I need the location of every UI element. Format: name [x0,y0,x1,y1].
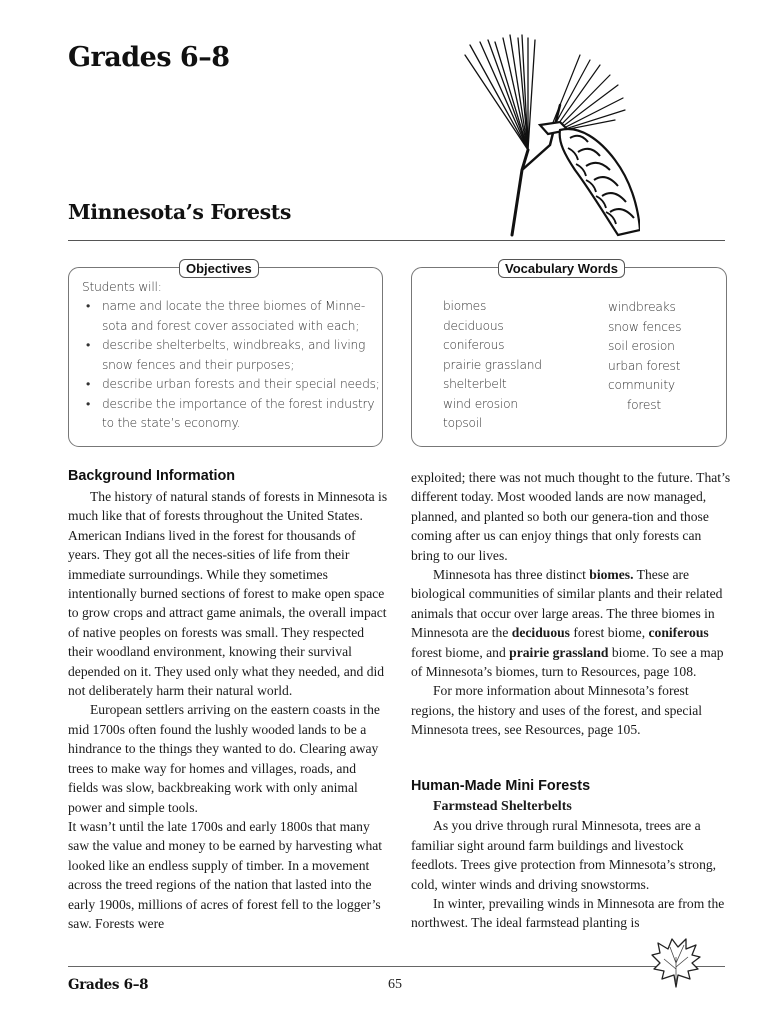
paragraph: European settlers arriving on the eastern coasts in the mid 1700s often found the lushly wooded lands to be a hindrance to the things they wanted to do. Clearing away trees to make way for homes and villages, roads, and fields was slow, backbreaking work with only animal power and simple tools. [68,702,380,815]
objective-line: sota and forest cover associated with each; [102,318,360,333]
mini-forests-text [411,797,731,933]
objectives-intro: Students will: [82,280,162,294]
right-column-text [411,468,731,740]
vocab-word: biomes [443,299,487,313]
vocab-word: community [608,378,675,392]
objective-line: describe shelterbelts, windbreaks, and living [102,338,366,352]
vocab-word: topsoil [443,416,483,430]
bullet: • [86,338,91,352]
page-number: 65 [388,977,402,992]
farmstead-subheading: Farmstead Shelterbelts [433,799,572,814]
vocabulary-tab: Vocabulary Words [498,259,625,278]
paragraph-biomes [411,565,731,681]
objectives-tab: Objectives [179,259,259,278]
objective-line: describe the importance of the forest industry [102,396,375,411]
objective-item [86,336,386,375]
paragraph: As you drive through rural Minnesota, trees are a familiar sight around farm buildings and livestock feedlots. Trees give protection from Minnesota’s strong, cold, winter winds and driving snowstorms. [411,818,717,892]
paragraph: In winter, prevailing winds in Minnesota are from the northwest. The ideal farmstead planting is [411,896,725,931]
vocab-word: soil erosion [608,339,675,353]
text-run: These are biological communities of similar plants and their related animals that occur over large areas. The three biomes in Minnesota are the [411,567,723,641]
vocab-word: deciduous [443,318,504,333]
paragraph: It wasn’t until the late 1700s and early 1800s that many saw the value and money to be earned by harvesting what looked like an endless supply of timber. In a movement across the treed regions of the nation that lasted into the early 1900s, millions of acres of forest fell to the logger’s saw. Forests were [68,818,383,931]
vocab-word: wind erosion [443,396,518,411]
bullet: • [86,299,91,313]
text-run: biome. To see a map of Minnesota’s biomes, turn to Resources, page 108. [411,644,724,680]
text-run: forest biome, and [411,644,510,660]
bullet: • [86,396,91,411]
objective-line: name and locate the three biomes of Minne- [102,299,366,313]
vocab-word: shelterbelt [443,377,507,391]
objective-item [86,375,386,395]
left-column-text [68,487,388,933]
vocab-word: forest [627,397,661,412]
bullet: • [86,377,91,391]
vocab-word: snow fences [608,319,682,334]
objective-item [86,297,386,336]
vocab-word: coniferous [443,338,505,352]
paragraph: exploited; there was not much thought to the future. That’s different today. Most wooded lands are now managed, planned, and planted so both our genera-tion and those coming after us can enjoy things that only forests can bring to our lives. [411,470,731,563]
paragraph: The history of natural stands of forests in Minnesota is much like that of forests throughout the United States. American Indians lived in the forest for thousands of years. They got all the neces-sities of life from their immediate surroundings. While they sometimes intentionally burned sections of forest to make open space to grow crops and attract game animals, the overall impact of native peoples on forests was small. They respected their woodland environment, knowing their survival depended on it. They used only what they needed, and did not deliberately harm their natural world. [68,489,388,699]
footer-divider [68,966,725,967]
grade-title: Grades 6–8 [68,42,230,73]
vocabulary-column-2 [608,298,681,415]
objectives-list [86,297,386,434]
paragraph: For more information about Minnesota’s forest regions, the history and uses of the forest, and special Minnesota trees, see Resources, page 105. [411,683,703,738]
pine-branch-with-cone-icon [440,30,640,240]
mini-forests-heading: Human-Made Mini Forests [411,778,591,794]
title-divider [68,240,725,241]
term-coniferous: coniferous [648,625,709,641]
text-run: Minnesota has three distinct [433,567,590,583]
vocab-word: prairie grassland [443,357,542,372]
vocabulary-column-1 [443,297,542,434]
term-biomes: biomes. [589,567,634,583]
text-run: forest biome, [569,625,649,641]
objective-item [86,395,386,434]
objective-line: snow fences and their purposes; [102,357,295,372]
vocab-word: urban forest [608,358,681,373]
page-title: Minnesota’s Forests [68,200,292,224]
term-prairie-grassland: prairie grassland [509,644,609,660]
background-heading: Background Information [68,468,236,484]
footer-grade-label: Grades 6–8 [68,977,149,993]
vocab-word: windbreaks [608,300,676,314]
term-deciduous: deciduous [511,625,570,641]
maple-leaf-icon [648,935,704,991]
objective-line: describe urban forests and their special needs; [102,377,380,391]
objective-line: to the state’s economy. [102,416,241,430]
